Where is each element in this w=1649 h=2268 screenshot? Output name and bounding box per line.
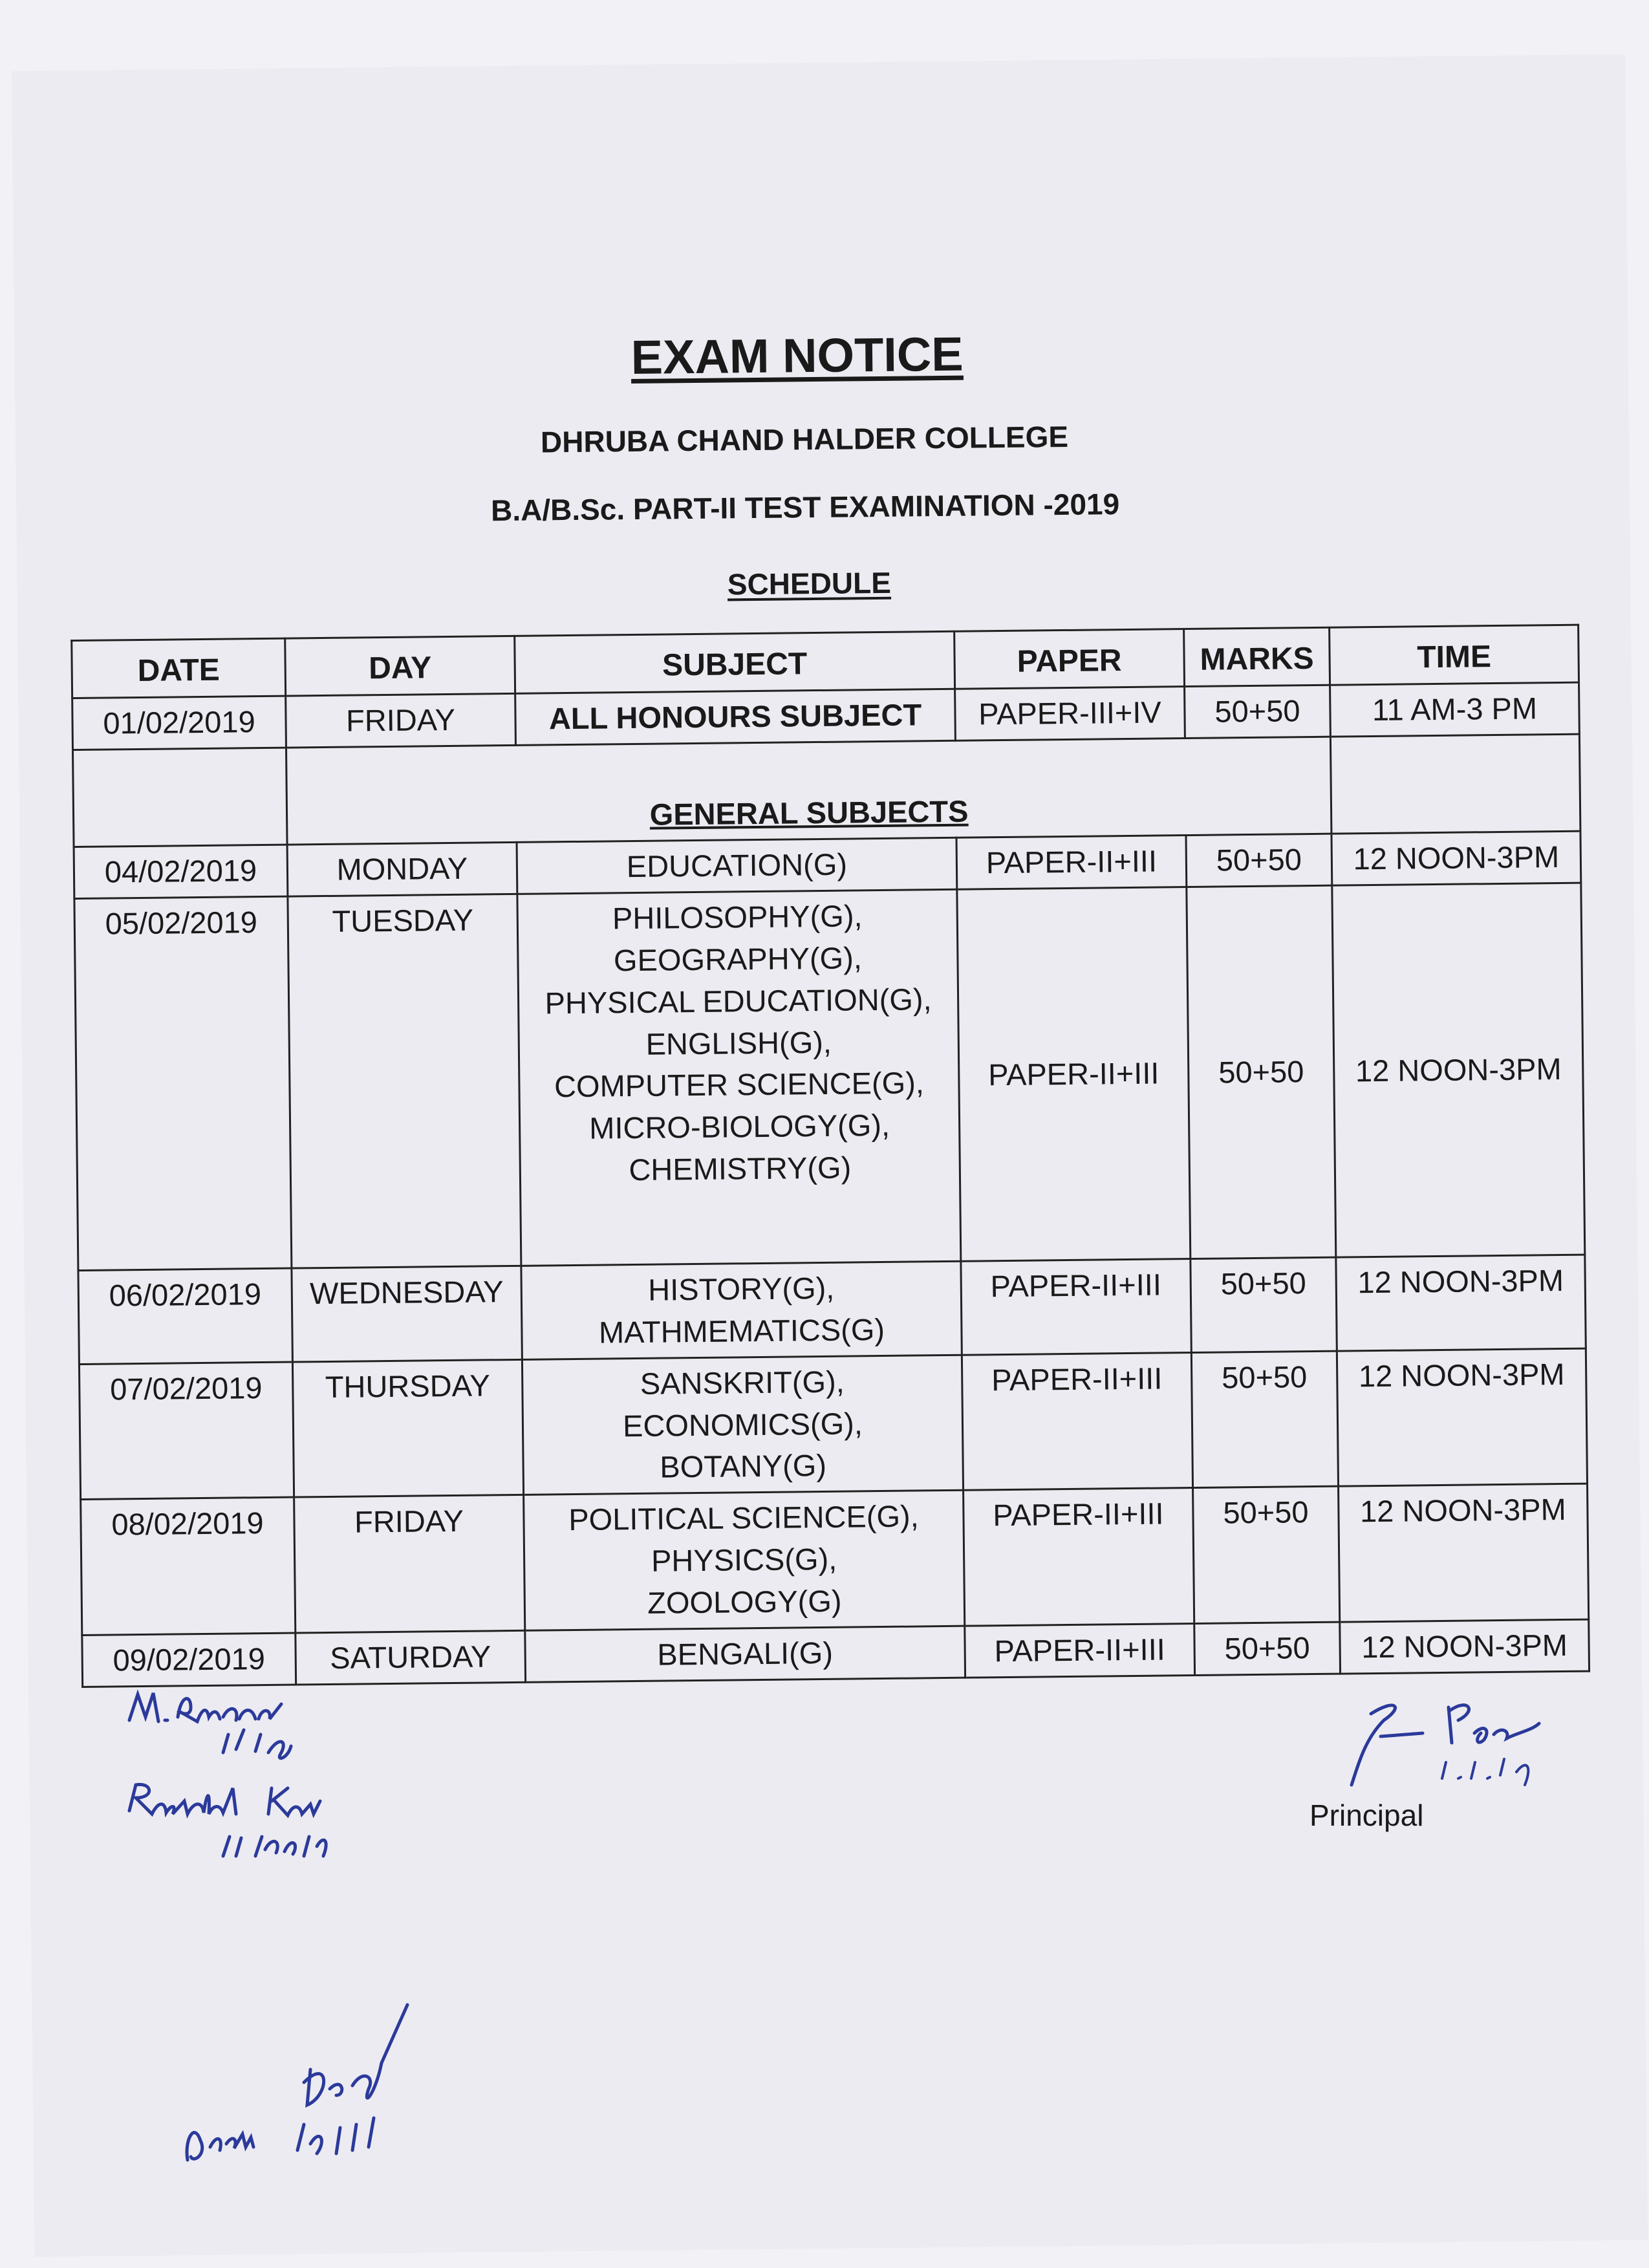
cell-date: 01/02/2019 (72, 696, 286, 750)
signature-baishi-dey (181, 1992, 453, 2173)
signature-rasidul-karim (126, 1775, 385, 1866)
header-paper: PAPER (954, 629, 1185, 689)
cell-marks: 50+50 (1194, 1622, 1341, 1675)
cell-time: 12 NOON-3PM (1339, 1484, 1589, 1622)
subject-line: ENGLISH(G), (645, 1024, 832, 1061)
cell-day: THURSDAY (292, 1359, 523, 1497)
cell-marks: 50+50 (1191, 1351, 1338, 1488)
cell-marks: 50+50 (1185, 685, 1331, 738)
notice-title: EXAM NOTICE (630, 327, 964, 384)
cell-paper: PAPER-II+III (962, 1352, 1192, 1490)
subject-line: BOTANY(G) (660, 1448, 827, 1485)
subject-line: CHEMISTRY(G) (629, 1150, 852, 1187)
subject-line: PHYSICS(G), (651, 1541, 837, 1578)
table-row (74, 883, 1585, 1270)
cell-subject (517, 889, 961, 1266)
subject-line: SANSKRIT(G), (640, 1364, 845, 1401)
cell-subject (524, 1490, 965, 1630)
cell-date: 04/02/2019 (74, 845, 288, 898)
cell-subject (521, 1261, 962, 1359)
signature-principal (1345, 1694, 1565, 1804)
cell-subject: ALL HONOURS SUBJECT (515, 689, 956, 746)
table-row (78, 1255, 1586, 1364)
cell-day: TUESDAY (288, 894, 521, 1268)
subject-line: HISTORY(G), (647, 1270, 835, 1307)
header-marks: MARKS (1184, 627, 1330, 687)
cell-subject (525, 1626, 965, 1682)
subject-line: PHYSICAL EDUCATION(G), (544, 981, 932, 1021)
exam-name: B.A/B.Sc. PART-II TEST EXAMINATION -2019 (490, 487, 1120, 528)
cell-day: FRIDAY (294, 1495, 525, 1633)
signature-m-rahaman (126, 1681, 359, 1766)
subject-line: GEOGRAPHY(G), (613, 940, 863, 978)
general-subjects-heading: GENERAL SUBJECTS (286, 737, 1331, 845)
subject-line: ECONOMICS(G), (622, 1405, 863, 1443)
cell-time: 12 NOON-3PM (1340, 1619, 1590, 1674)
subject-line: MICRO-BIOLOGY(G), (588, 1108, 890, 1145)
cell-paper: PAPER-II+III (965, 1623, 1195, 1678)
cell-marks: 50+50 (1186, 834, 1332, 887)
cell-time: 12 NOON-3PM (1332, 883, 1585, 1257)
subject-line: MATHMEMATICS(G) (598, 1312, 885, 1350)
college-name: DHRUBA CHAND HALDER COLLEGE (540, 419, 1069, 459)
cell-paper: PAPER-II+III (956, 836, 1187, 890)
header-time: TIME (1330, 625, 1579, 685)
cell-subject (517, 837, 957, 894)
cell-date: 07/02/2019 (79, 1362, 294, 1500)
cell-paper: PAPER-II+III (961, 1258, 1191, 1354)
cell-day: SATURDAY (296, 1630, 526, 1685)
cell-day: MONDAY (287, 842, 517, 896)
cell-day: FRIDAY (286, 694, 516, 748)
cell-day: WEDNESDAY (292, 1266, 522, 1361)
table-row (81, 1484, 1589, 1635)
table-row (79, 1348, 1587, 1500)
cell-marks: 50+50 (1191, 1257, 1337, 1352)
cell-date: 05/02/2019 (74, 896, 292, 1270)
cell-paper: PAPER-II+III (964, 1488, 1194, 1626)
cell-empty (1330, 734, 1580, 834)
cell-marks: 50+50 (1193, 1486, 1340, 1623)
header-subject: SUBJECT (515, 631, 955, 693)
schedule-heading: SCHEDULE (727, 565, 892, 601)
cell-date: 09/02/2019 (82, 1633, 296, 1687)
subject-line: POLITICAL SCIENCE(G), (568, 1498, 919, 1537)
subject-line: BENGALI(G) (657, 1635, 834, 1672)
cell-time: 11 AM-3 PM (1330, 682, 1580, 737)
cell-date: 06/02/2019 (78, 1268, 292, 1364)
cell-subject (522, 1355, 963, 1495)
cell-empty (72, 748, 287, 847)
subject-line: PHILOSOPHY(G), (612, 898, 863, 936)
subject-line: EDUCATION(G) (626, 847, 848, 884)
table-row-general-heading (72, 734, 1580, 847)
header-date: DATE (72, 638, 286, 698)
cell-time: 12 NOON-3PM (1331, 831, 1581, 885)
principal-label: Principal (1310, 1798, 1424, 1832)
cell-date: 08/02/2019 (81, 1497, 296, 1635)
cell-time: 12 NOON-3PM (1336, 1255, 1586, 1351)
cell-paper: PAPER-III+IV (955, 687, 1185, 741)
notice-page (12, 54, 1648, 2257)
cell-paper: PAPER-II+III (957, 887, 1191, 1261)
header-day: DAY (285, 636, 515, 696)
cell-marks: 50+50 (1187, 885, 1336, 1258)
subject-line: COMPUTER SCIENCE(G), (554, 1065, 925, 1104)
subject-line: ZOOLOGY(G) (647, 1583, 842, 1620)
cell-time: 12 NOON-3PM (1337, 1348, 1587, 1487)
schedule-table (70, 624, 1590, 1688)
